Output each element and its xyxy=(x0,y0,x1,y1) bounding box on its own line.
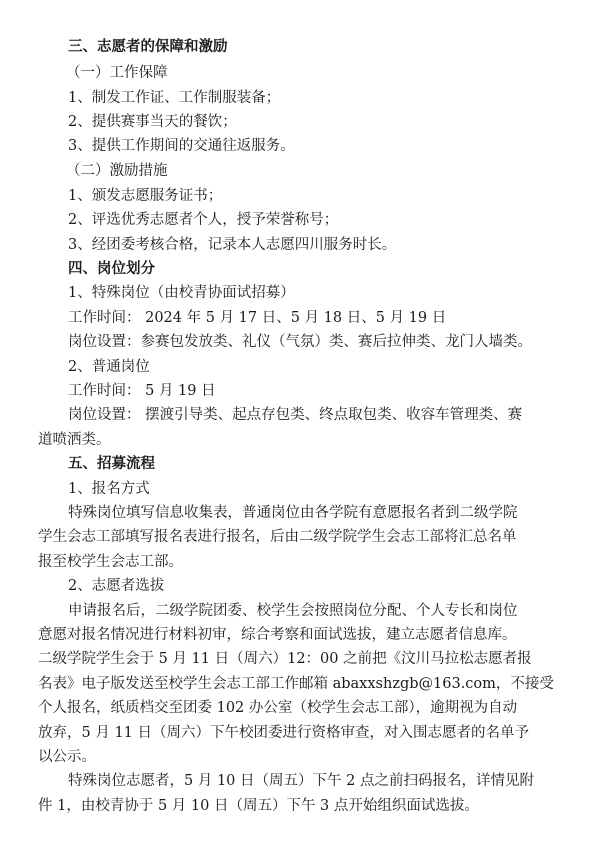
section-3-sub-2-item-1: 1、颁发志愿服务证书； xyxy=(68,188,223,204)
section-3-sub-1: （一）工作保障 xyxy=(66,65,168,81)
section-4-post-1-setting: 岗位设置：参赛包发放类、礼仪（气氛）类、赛后拉伸类、龙门人墙类。 xyxy=(68,334,532,350)
section-5-part-1-line-2: 学生会志工部填写报名表进行报名，后由二级学院学生会志工部将汇总名单 xyxy=(38,529,517,545)
section-3-sub-1-item-1: 1、制发工作证、工作制服装备； xyxy=(68,90,281,106)
section-5-part-1-line-3: 报至校学生会志工部。 xyxy=(38,554,183,570)
section-5-part-2-title: 2、志愿者选拔 xyxy=(68,578,165,594)
section-5-part-2-line-3: 二级学院学生会于 5 月 11 日（周六）12：00 之前把《汶川马拉松志愿者报 xyxy=(38,651,532,667)
section-3-sub-1-item-3: 3、提供工作期间的交通往返服务。 xyxy=(68,138,295,154)
section-5-part-2-line-4: 名表》电子版发送至校学生会志工部工作邮箱 abaxxshzgb@163.com，不接受 xyxy=(38,676,554,692)
section-5-part-2-line-7: 以公示。 xyxy=(38,749,96,765)
section-5-part-2-line-6: 放弃，5 月 11 日（周六）下午校团委进行资格审查，对入围志愿者的名单予 xyxy=(38,725,530,741)
section-5-part-3-line-2: 件 1，由校青协于 5 月 10 日（周五）下午 3 点开始组织面试选拔。 xyxy=(38,798,479,814)
section-4-heading: 四、岗位划分 xyxy=(68,260,155,277)
section-5-part-2-line-1: 申请报名后，二级学院团委、校学生会按照岗位分配、个人专长和岗位 xyxy=(68,603,518,619)
section-3-heading: 三、志愿者的保障和激励 xyxy=(68,38,228,55)
section-4-post-2-setting-line-1: 岗位设置： 摆渡引导类、起点存包类、终点取包类、收容车管理类、赛 xyxy=(68,407,523,423)
section-3-sub-2-item-2: 2、评选优秀志愿者个人，授予荣誉称号； xyxy=(68,212,339,228)
section-5-part-3-line-1: 特殊岗位志愿者，5 月 10 日（周五）下午 2 点之前扫码报名，详情见附 xyxy=(68,773,534,789)
section-4-post-1-time: 工作时间： 2024 年 5 月 17 日、5 月 18 日、5 月 19 日 xyxy=(68,310,447,326)
section-3-sub-2: （二）激励措施 xyxy=(66,163,168,179)
section-3-sub-2-item-3: 3、经团委考核合格，记录本人志愿四川服务时长。 xyxy=(68,237,397,253)
section-5-part-1-title: 1、报名方式 xyxy=(68,481,150,497)
section-5-part-2-line-5: 个人报名，纸质档交至团委 102 办公室（校学生会志工部），逾期视为自动 xyxy=(38,700,518,716)
section-5-part-2-line-2: 意愿对报名情况进行材料初审，综合考察和面试选拔，建立志愿者信息库。 xyxy=(38,627,517,643)
section-4-post-1-title: 1、特殊岗位（由校青协面试招募） xyxy=(68,285,295,301)
section-3-sub-1-item-2: 2、提供赛事当天的餐饮； xyxy=(68,114,237,130)
section-4-post-2-title: 2、普通岗位 xyxy=(68,359,150,375)
section-5-part-1-line-1: 特殊岗位填写信息收集表，普通岗位由各学院有意愿报名者到二级学院 xyxy=(68,505,518,521)
section-4-post-2-time: 工作时间： 5 月 19 日 xyxy=(68,383,216,399)
section-5-heading: 五、招募流程 xyxy=(68,455,155,472)
section-4-post-2-setting-line-2: 道喷洒类。 xyxy=(38,432,111,448)
